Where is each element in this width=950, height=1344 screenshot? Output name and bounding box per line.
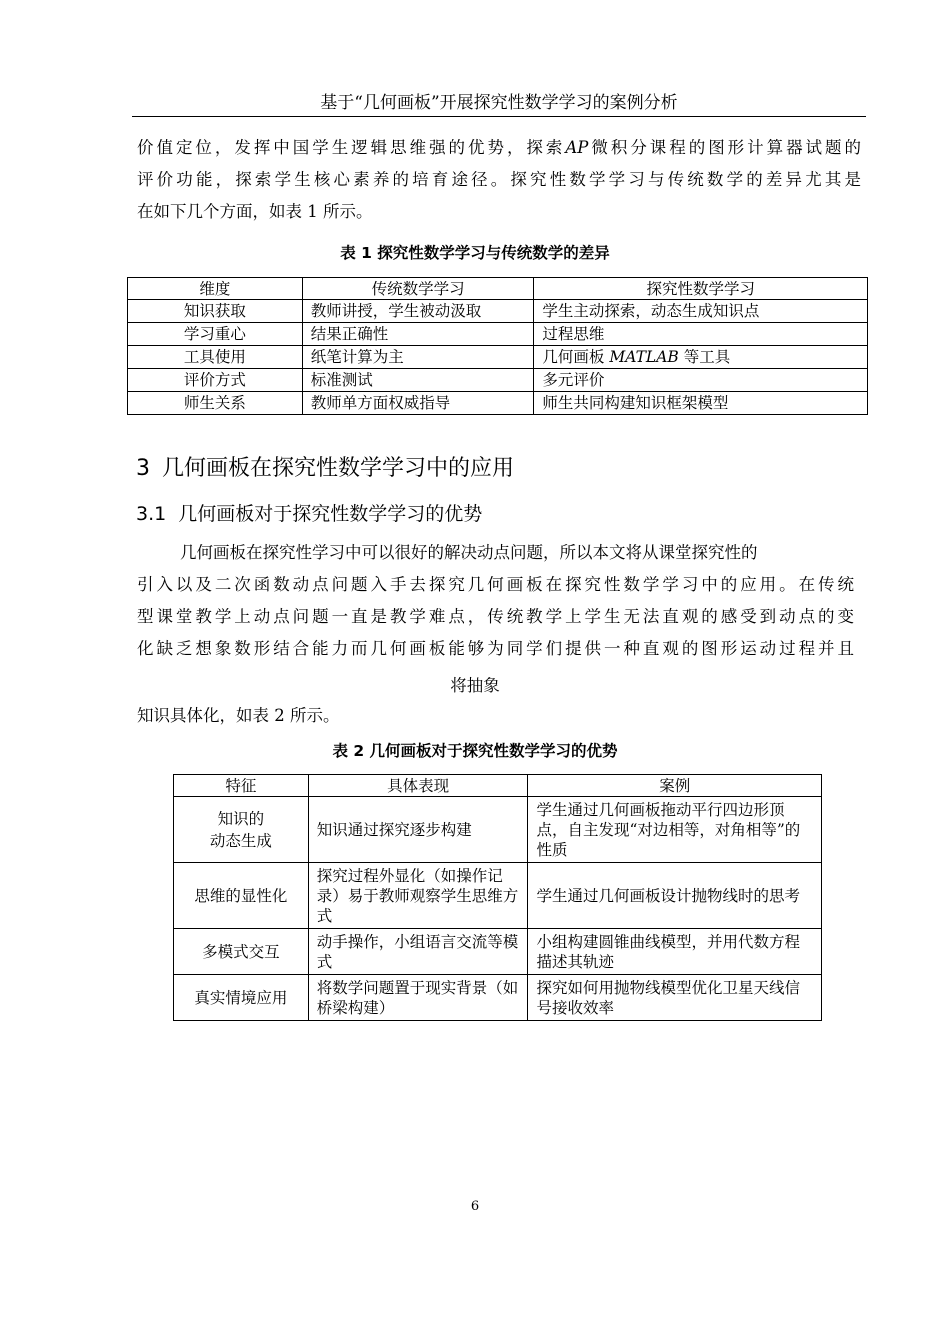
- subsection-title: 几何画板对于探究性数学学习的优势: [178, 503, 483, 525]
- matlab-term: MATLAB: [609, 348, 679, 366]
- body-paragraph: [137, 537, 854, 665]
- table2-caption: 表 2 几何画板对于探究性数学学习的优势: [332, 742, 618, 760]
- body-line: 型课堂教学上动点问题一直是教学难点，传统教学上学生无法直观的感受到动点的变: [137, 607, 854, 626]
- header-rule: [132, 116, 866, 117]
- table2-header-row: [174, 775, 822, 797]
- table-row: [128, 392, 868, 415]
- table-cell: 师生共同构建知识框架模型: [534, 392, 868, 415]
- section-heading: [136, 454, 514, 484]
- table2-header: 具体表现: [308, 775, 528, 797]
- page-number: 6: [470, 1199, 480, 1214]
- table-cell: 小组构建圆锥曲线模型，并用代数方程描述其轨迹: [528, 929, 822, 975]
- table-cell: 真实情境应用: [174, 975, 309, 1021]
- intro-line: 评价功能，探索学生核心素养的培育途径。探究性数学学习与传统数学的差异尤其是: [137, 170, 861, 189]
- body-line: 知识具体化，如表 2 所示。: [137, 706, 340, 725]
- table-row: [128, 323, 868, 346]
- table-cell: 动手操作，小组语言交流等模式: [308, 929, 528, 975]
- table-cell: 标准测试: [302, 369, 534, 392]
- subsection-number: 3.1: [136, 503, 167, 525]
- intro-paragraph: [137, 132, 861, 228]
- table2-header: 案例: [528, 775, 822, 797]
- table-cell: 几何画板 MATLAB 等工具: [534, 346, 868, 369]
- table-cell: 师生关系: [128, 392, 303, 415]
- table-cell: 知识的 动态生成: [174, 797, 309, 863]
- table-cell: 过程思维: [534, 323, 868, 346]
- table-cell: 学习重心: [128, 323, 303, 346]
- table1-header: 传统数学学习: [302, 278, 534, 300]
- table-cell: 工具使用: [128, 346, 303, 369]
- table-cell: 知识获取: [128, 300, 303, 323]
- table-cell: 学生主动探索，动态生成知识点: [534, 300, 868, 323]
- table2-header: 特征: [174, 775, 309, 797]
- table-cell: 探究过程外显化（如操作记录）易于教师观察学生思维方式: [308, 863, 528, 929]
- table1-header: 探究性数学学习: [534, 278, 868, 300]
- table-cell: 学生通过几何画板拖动平行四边形顶点，自主发现“对边相等，对角相等”的性质: [528, 797, 822, 863]
- table-cell: 纸笔计算为主: [302, 346, 534, 369]
- table-cell: 多元评价: [534, 369, 868, 392]
- table-row: [174, 929, 822, 975]
- table-row: [174, 975, 822, 1021]
- table1-header: 维度: [128, 278, 303, 300]
- table-cell: 教师单方面权威指导: [302, 392, 534, 415]
- intro-line: 价值定位，发挥中国学生逻辑思维强的优势，探索AP微积分课程的图形计算器试题的: [137, 138, 862, 157]
- table-cell: 学生通过几何画板设计抛物线时的思考: [528, 863, 822, 929]
- body-line: 将抽象: [450, 676, 500, 695]
- intro-line: 在如下几个方面，如表 1 所示。: [137, 202, 373, 221]
- body-line: 引入以及二次函数动点问题入手去探究几何画板在探究性数学学习中的应用。在传统: [137, 575, 854, 594]
- body-line: 化缺乏想象数形结合能力而几何画板能够为同学们提供一种直观的图形运动过程并且: [137, 639, 854, 658]
- section-number: 3: [136, 456, 150, 481]
- subsection-heading: [136, 500, 482, 528]
- table2: [173, 774, 822, 1021]
- table-cell: 将数学问题置于现实背景（如桥梁构建）: [308, 975, 528, 1021]
- table-cell: 结果正确性: [302, 323, 534, 346]
- table1-header-row: [128, 278, 868, 300]
- table-row: [174, 863, 822, 929]
- running-header: 基于“几何画板”开展探究性数学学习的案例分析: [320, 93, 678, 113]
- table1: [127, 277, 868, 415]
- table-cell: 探究如何用抛物线模型优化卫星天线信号接收效率: [528, 975, 822, 1021]
- table-cell: 多模式交互: [174, 929, 309, 975]
- table-row: [174, 797, 822, 863]
- body-paragraph-continued: [137, 700, 861, 732]
- section-title: 几何画板在探究性数学学习中的应用: [162, 456, 515, 481]
- table-cell: 评价方式: [128, 369, 303, 392]
- table1-caption: 表 1 探究性数学学习与传统数学的差异: [340, 244, 610, 262]
- table-cell: 思维的显性化: [174, 863, 309, 929]
- table-row: [128, 369, 868, 392]
- table-cell: 知识通过探究逐步构建: [308, 797, 528, 863]
- table-cell: 教师讲授，学生被动汲取: [302, 300, 534, 323]
- ap-abbreviation: AP: [565, 138, 589, 157]
- table-row: [128, 346, 868, 369]
- table-row: [128, 300, 868, 323]
- body-line: 几何画板在探究性学习中可以很好的解决动点问题，所以本文将从课堂探究性的: [180, 543, 758, 562]
